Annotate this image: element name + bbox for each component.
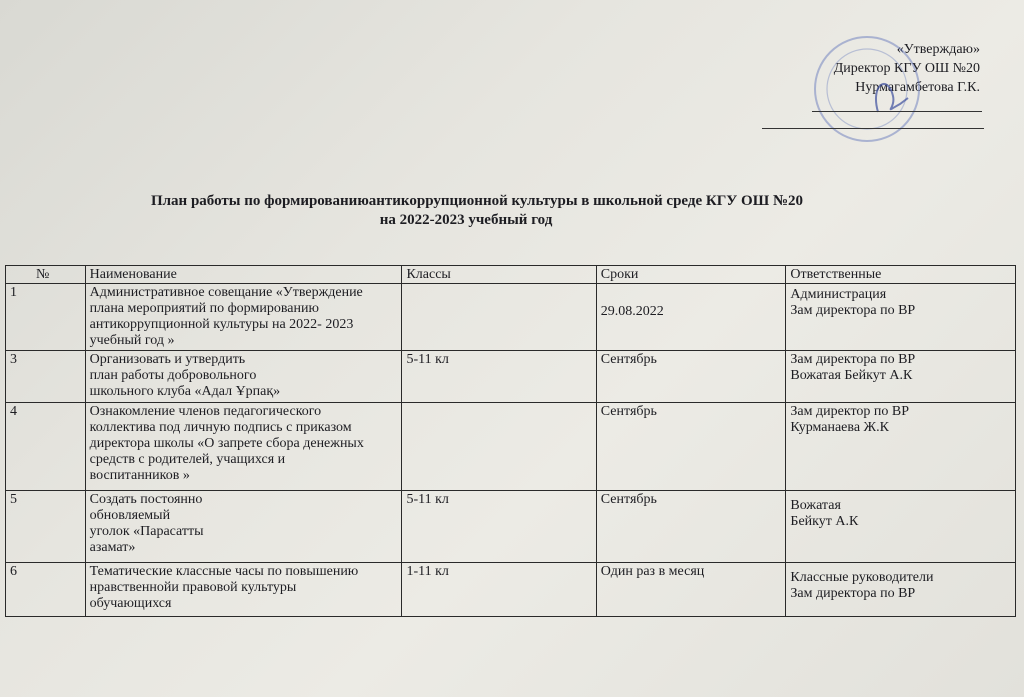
table-header-row — [6, 266, 1016, 284]
row-responsible — [786, 563, 1016, 617]
row-name-text: Создать постоянно обновляемый уголок «Парасатты азамат» — [89, 492, 204, 555]
table-row — [6, 491, 1016, 563]
row-date: Сентябрь — [596, 491, 786, 563]
title-line-2: на 2022-2023 учебный год — [379, 212, 553, 228]
approval-position: Директор КГУ ОШ №20 — [833, 61, 980, 76]
row-name — [85, 284, 402, 351]
row-name-text: Организовать и утвердить план работы добровольного школьного клуба «Адал Ұрпақ» — [89, 352, 281, 399]
row-name — [85, 351, 402, 403]
row-classes — [402, 284, 596, 351]
row-date: 29.08.2022 — [596, 284, 786, 351]
row-number: 4 — [6, 403, 86, 491]
row-responsible-text: Администрация Зам директора по ВР — [790, 287, 916, 318]
row-name — [85, 403, 402, 491]
row-date: Один раз в месяц — [596, 563, 786, 617]
row-responsible — [786, 284, 1016, 351]
row-responsible-text: Зам директор по ВР Курманаева Ж.К — [790, 404, 910, 435]
row-responsible — [786, 351, 1016, 403]
row-responsible — [786, 491, 1016, 563]
row-name — [85, 491, 402, 563]
row-responsible — [786, 403, 1016, 491]
row-name-text: Ознакомление членов педагогического коллектива под личную подпись с приказом директора школы «О запрете сбора денежных средств с родителей, учащихся и воспитанников » — [89, 404, 364, 483]
row-classes: 5-11 кл — [402, 491, 596, 563]
row-date: Сентябрь — [596, 403, 786, 491]
row-name-text: Административное совещание «Утверждение плана мероприятий по формированию антикоррупционной культуры на 2022- 2023 учебный год » — [89, 285, 363, 348]
header-name: Наименование — [85, 266, 402, 284]
table-row — [6, 403, 1016, 491]
header-dates: Сроки — [596, 266, 786, 284]
header-classes: Классы — [402, 266, 596, 284]
row-responsible-text: Зам директора по ВР Вожатая Бейкут А.К — [790, 352, 916, 383]
row-classes: 5-11 кл — [402, 351, 596, 403]
table-row — [6, 284, 1016, 351]
title-line-1: План работы по формированиюантикоррупционной культуры в школьной среде КГУ ОШ №20 — [150, 193, 804, 209]
header-responsible: Ответственные — [786, 266, 1016, 284]
row-classes — [402, 403, 596, 491]
document-title — [0, 192, 1024, 230]
row-number: 1 — [6, 284, 86, 351]
row-responsible-text: Классные руководители Зам директора по ВР — [790, 570, 934, 601]
plan-table — [5, 265, 1016, 617]
row-number: 3 — [6, 351, 86, 403]
row-number: 5 — [6, 491, 86, 563]
approval-name: Нурмагамбетова Г.К. — [855, 80, 980, 95]
signature-line — [762, 128, 984, 129]
header-number: № — [6, 266, 86, 284]
row-responsible-text: Вожатая Бейкут А.К — [790, 498, 859, 529]
row-name-text: Тематические классные часы по повышению нравственнойи правовой культуры обучающихся — [89, 564, 359, 611]
table-row — [6, 351, 1016, 403]
row-number: 6 — [6, 563, 86, 617]
row-name — [85, 563, 402, 617]
table-row — [6, 563, 1016, 617]
row-classes: 1-11 кл — [402, 563, 596, 617]
approval-heading: «Утверждаю» — [896, 42, 980, 57]
signature-line — [812, 111, 982, 112]
row-date: Сентябрь — [596, 351, 786, 403]
